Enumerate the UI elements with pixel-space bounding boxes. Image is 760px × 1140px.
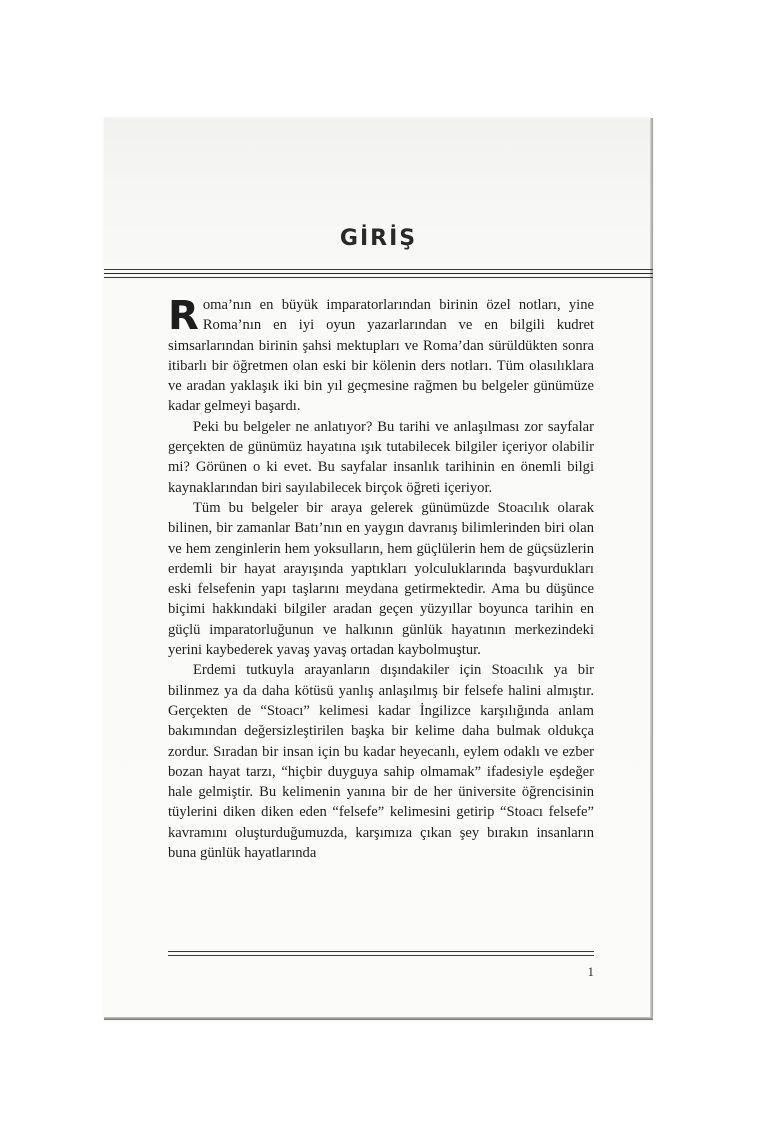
paragraph: [168, 295, 594, 417]
paragraph-text: oma’nın en büyük imparatorlarından birinin özel notları, yine Roma’nın en iyi oyun yazarlarından ve en bilgili kudret simsarlarından birinin şahsi mektupları ve Roma’dan sürüldükten sonra itibarlı bir öğretmen olan eski bir kölenin ders notları. Tüm olasılıklara ve aradan yaklaşık iki bin yıl geçmesine rağmen bu belgeler günümüze kadar gelmeyi başardı.: [168, 297, 594, 415]
paragraph: Erdemi tutkuyla arayanların dışındakiler için Stoacılık ya bir bilinmez ya da daha kötüsü yanlış anlaşılmış bir felsefe halini almıştır. Gerçekten de “Stoacı” kelimesi kadar İngilizce karşılığında anlam bakımından değersizleştirilen başka bir kelime daha bulmak oldukça zordur. Sıradan bir insan için bu kadar heyecanlı, eylem odaklı ve ezber bozan hayat tarzı, “hiçbir duyguya sahip olmamak” ifadesiyle eşdeğer hale gelmiştir. Bu kelimenin yanına bir de her üniversite öğrencisinin tüylerini diken diken eden “felsefe” kelimesini getirip “Stoacı felsefe” kavramını oluşturduğumuzda, karşımıza çıkan şey bırakın insanların buna günlük hayatlarında: [168, 662, 594, 862]
page-number: 1: [587, 964, 594, 979]
body-text: [168, 295, 594, 863]
paragraph: Tüm bu belgeler bir araya gelerek günümüzde Stoacılık olarak bilinen, bir zamanlar Batı’nın en yaygın davranış bilimlerinden biri olan ve hem zenginlerin hem yoksulların, hem güçlülerin hem de güçsüzlerin erdemli bir hayat arayışında yaptıkları yolculuklarında başvurdukları eski felsefenin yapı taşlarını meydana getirmektedir. Ama bu düşünce biçimi hakkındaki bilgiler aradan geçen yüzyıllar boyunca tarihin en güçlü imparatorluğunun ve halkının günlük hayatının merkezindeki yerini kaybederek yavaş yavaş ortadan kaybolmuştur.: [168, 499, 594, 659]
paragraph: Peki bu belgeler ne anlatıyor? Bu tarihi ve anlaşılması zor sayfalar gerçekten de günümüz hayatına ışık tutabilecek bilgiler içeriyor olabilir mi? Görünen o ki evet. Bu sayfalar insanlık tarihinin en önemli bilgi kaynaklarından biri sayılabilecek birçok öğreti içeriyor.: [168, 418, 594, 496]
chapter-title: GİRİŞ: [339, 226, 418, 251]
footer-rule: [168, 951, 594, 959]
page-edge-right: [650, 118, 653, 1020]
title-rule: [104, 269, 653, 279]
page-edge-bottom: [104, 1017, 653, 1020]
book-page: [104, 118, 653, 1020]
drop-cap: R: [168, 293, 199, 339]
